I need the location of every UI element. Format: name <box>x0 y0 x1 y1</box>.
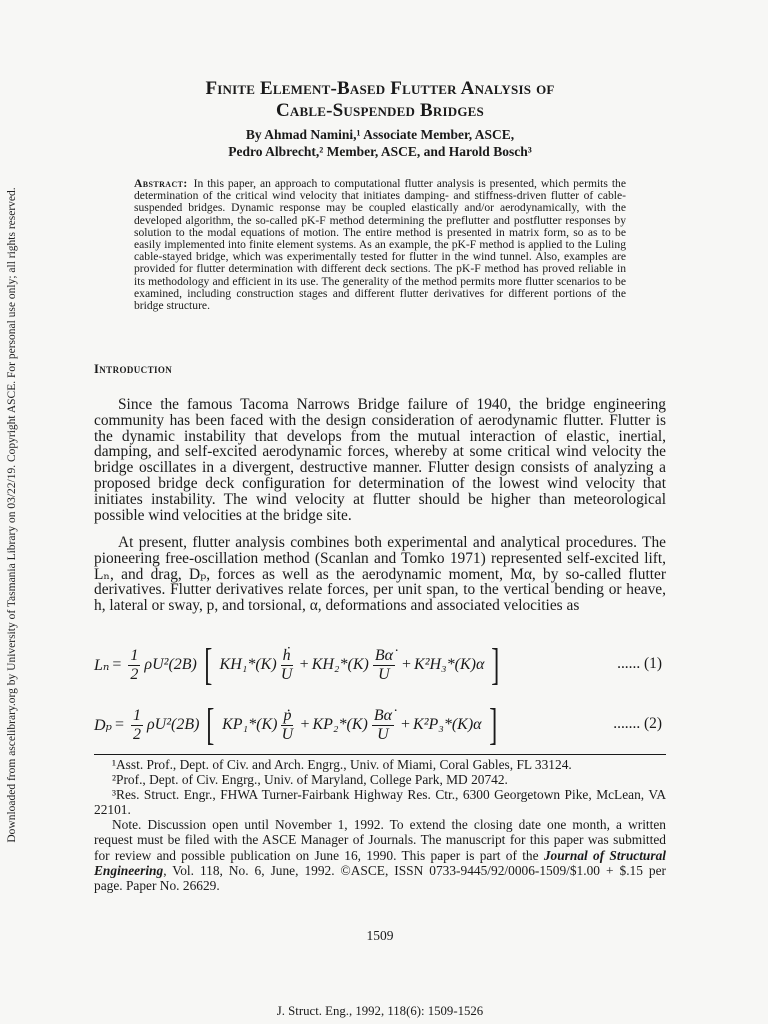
note-text-b: , Vol. 118, No. 6, June, 1992. ©ASCE, ISSN 0733-9445/92/0006-1509/$1.00 + $.15 per page. Paper No. 26629. <box>94 862 666 893</box>
eq2-prefactor: ρU²(2B) <box>146 716 200 733</box>
eq1-fraction-2-denominator: U <box>378 665 390 683</box>
intro-paragraph-2-text: At present, flutter analysis combines both experimental and analytical procedures. The pioneering free-oscillation method (Scanlan and Tomko 1971) represented self-excited lift, Lₙ, and drag, Dₚ, forces as well as the aerodynamic moment, Mα, by so-called flutter derivatives. Flutter derivatives relate forces, per unit span, to the vertical bending or heave, h, lateral or sway, p, and torsional, α, deformations and associated velocities as <box>94 534 666 615</box>
eq1-fraction-1-numerator: ḣ <box>282 646 291 664</box>
eq2-fraction-2 <box>372 707 394 744</box>
eq2-half-denominator: 2 <box>132 725 141 743</box>
citation-footer: J. Struct. Eng., 1992, 118(6): 1509-1526 <box>276 1004 484 1018</box>
eq1-prefactor: ρU²(2B) <box>144 656 197 673</box>
eq2-half-numerator: 1 <box>132 706 141 724</box>
eq1-half-fraction <box>128 647 140 684</box>
section-heading-introduction: Introduction <box>94 362 173 376</box>
eq2-half-fraction <box>131 707 143 744</box>
download-notice-text: Downloaded from ascelibrary.org by University of Tasmania Library on 03/22/19. Copyright ASCE. For personal use only; all rights reserved. <box>6 187 18 843</box>
eq1-fraction-2 <box>373 647 395 684</box>
eq1-number: ...... (1) <box>617 655 662 672</box>
eq2-equals: = <box>114 716 124 733</box>
download-notice <box>0 150 24 880</box>
page-number: 1509 <box>366 928 394 943</box>
abstract-text: In this paper, an approach to computational flutter analysis is presented, which permits the determination of the critical wind velocity that initiates damping- and stiffness-driven flutter of cable-suspended bridges. Dynamic response may be coupled elastically and/or aerodynamically, with the developed algorithm, the so-called pK-F method determining the preflutter and postflutter responses by solution to the modal equations of motion. The entire method is presented in matrix form, so as to be easily implemented into finite element systems. As an example, the pK-F method is applied to the Luling cable-stayed bridge, which was experimentally tested for flutter in the wind tunnel. Also, examples are provided for flutter determination with different deck sections. The pK-F method has proved reliable in its methodology and efficient in its use. The generality of the method permits more flutter scenarios to be examined, including construction stages and different flutter derivatives for different portions of the bridge structure. <box>134 177 626 313</box>
eq1-equals: = <box>112 656 122 673</box>
eq1-half-denominator: 2 <box>130 665 139 683</box>
eq1-plus-1: + <box>299 656 309 673</box>
eq1-term-3: K²H₃*(K)α <box>414 656 485 673</box>
eq2-left-bracket: [ <box>206 700 215 749</box>
eq1-fraction-1 <box>281 647 293 684</box>
eq2-plus-1: + <box>300 716 310 733</box>
eq1-lhs: Lₙ <box>94 657 110 674</box>
equation-1 <box>94 637 666 693</box>
eq2-right-bracket: ] <box>488 700 497 749</box>
note-text-a: Note. Discussion open until November 1, 1992. To extend the closing date one month, a written request must be filed with the ASCE Manager of Journals. The manuscript for this paper was submitted for review and possible publication on June 16, 1990. This paper is part of the <box>94 817 666 863</box>
abstract <box>134 178 626 312</box>
title-line-1: Finite Element-Based Flutter Analysis of <box>205 78 555 99</box>
equation-2 <box>94 697 666 753</box>
title-line-2: Cable-Suspended Bridges <box>276 100 484 121</box>
footnote-divider <box>94 754 666 755</box>
authors-line-2: Pedro Albrecht,² Member, ASCE, and Harold Bosch³ <box>228 144 532 159</box>
authors-line-1: By Ahmad Namini,¹ Associate Member, ASCE, <box>245 127 515 142</box>
abstract-label: Abstract: <box>134 177 188 190</box>
eq1-fraction-1-denominator: U <box>280 665 293 683</box>
author-list <box>94 126 666 160</box>
eq2-fraction-1-denominator: U <box>281 725 294 743</box>
journal-name: Journal of Structural Engineering <box>94 847 667 878</box>
eq2-lhs: Dₚ <box>94 717 112 734</box>
footnote-2: ²Prof., Dept. of Civ. Engrg., Univ. of Maryland, College Park, MD 20742. <box>112 772 508 788</box>
eq1-fraction-2-numerator: Bα̇ <box>374 646 393 664</box>
eq1-half-numerator: 1 <box>130 646 139 664</box>
discussion-note <box>94 817 666 892</box>
eq1-term-1: KH₁*(K) <box>219 656 277 673</box>
intro-paragraph-1-text: Since the famous Tacoma Narrows Bridge failure of 1940, the bridge engineering community has been faced with the design consideration of aerodynamic flutter. Flutter is the dynamic instability that develops from the mutual interaction of elastic, inertial, damping, and self-excited aerodynamic forces, whereby at some critical wind velocity the bridge oscillates in a divergent, destructive manner. Flutter design consists of analyzing a proposed bridge deck configuration for determination of the lowest wind velocity that initiates instability. The wind velocity at flutter should be higher than meteorological possible wind velocities at the bridge site. <box>94 396 666 524</box>
eq1-left-bracket: [ <box>204 640 213 689</box>
eq2-number: ....... (2) <box>613 715 662 732</box>
eq2-term-1: KP₁*(K) <box>222 716 278 733</box>
eq1-term-2: KH₂*(K) <box>311 656 369 673</box>
eq2-term-3: K²P₃*(K)α <box>413 716 482 733</box>
intro-paragraph-2 <box>94 535 666 614</box>
footnote-1: ¹Asst. Prof., Dept. of Civ. and Arch. Engrg., Univ. of Miami, Coral Gables, FL 33124. <box>112 757 572 772</box>
eq2-fraction-2-numerator: Bα̇ <box>373 706 392 724</box>
footnotes <box>94 757 666 893</box>
eq1-right-bracket: ] <box>491 640 500 689</box>
eq2-term-2: KP₂*(K) <box>312 716 368 733</box>
eq1-plus-2: + <box>402 656 412 673</box>
intro-paragraph-1 <box>94 397 666 523</box>
footnote-3: ³Res. Struct. Engr., FHWA Turner-Fairbank Highway Res. Ctr., 6300 Georgetown Pike, McLean, VA 22101. <box>94 787 666 818</box>
eq2-fraction-1-numerator: ṗ <box>283 706 292 724</box>
eq2-plus-2: + <box>401 716 411 733</box>
eq2-fraction-2-denominator: U <box>377 725 389 743</box>
paper-title <box>94 78 666 122</box>
eq2-fraction-1 <box>281 707 293 744</box>
